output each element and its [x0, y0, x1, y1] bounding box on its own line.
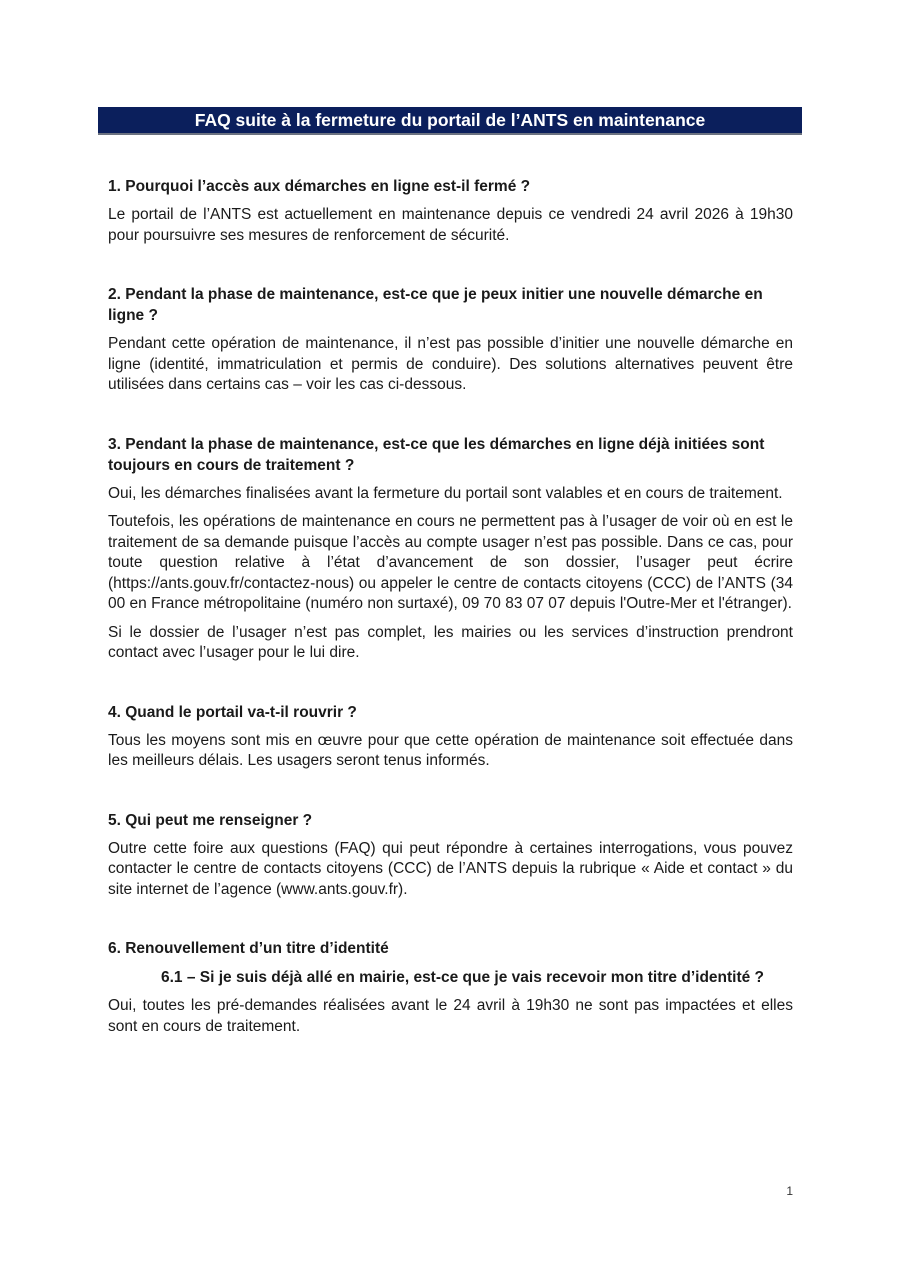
faq-question: 4. Quand le portail va-t-il rouvrir ?: [108, 703, 357, 721]
faq-answer: Si le dossier de l’usager n’est pas complet, les mairies ou les services d’instruction prendront contact avec l’usager pour le lui dire.: [108, 623, 793, 661]
faq-answer: Tous les moyens sont mis en œuvre pour que cette opération de maintenance soit effectuée dans les meilleurs délais. Les usagers seront tenus informés.: [108, 731, 793, 769]
faq-answer: Le portail de l’ANTS est actuellement en maintenance depuis ce vendredi 24 avril 2026 à 19h30 pour poursuivre ses mesures de renforcement de sécurité.: [108, 206, 793, 244]
faq-question: 5. Qui peut me renseigner ?: [108, 811, 313, 829]
faq-answer: Oui, toutes les pré-demandes réalisées avant le 24 avril à 19h30 ne sont pas impactées et elles sont en cours de traitement.: [108, 997, 793, 1035]
faq-subquestion: 6.1 – Si je suis déjà allé en mairie, est-ce que je vais recevoir mon titre d’identité ?: [161, 969, 765, 986]
faq-section-4: [108, 702, 793, 772]
faq-answer: Oui, les démarches finalisées avant la fermeture du portail sont valables et en cours de traitement.: [108, 484, 783, 502]
page-number: 1: [786, 1184, 793, 1198]
faq-question: 6. Renouvellement d’un titre d’identité: [108, 940, 389, 957]
document-title-banner: FAQ suite à la fermeture du portail de l’ANTS en maintenance: [98, 107, 802, 135]
faq-section-2: [108, 284, 793, 396]
faq-question: 2. Pendant la phase de maintenance, est-ce que je peux initier une nouvelle démarche en ligne ?: [108, 286, 763, 324]
faq-question: 1. Pourquoi l’accès aux démarches en ligne est-il fermé ?: [108, 178, 531, 195]
faq-answer: Outre cette foire aux questions (FAQ) qui peut répondre à certaines interrogations, vous pouvez contacter le centre de contacts citoyens (CCC) de l’ANTS depuis la rubrique « Aide et contact » du site internet de l’agence (www.ants.gouv.fr).: [108, 839, 793, 898]
faq-content: [108, 176, 793, 1075]
faq-question: 3. Pendant la phase de maintenance, est-ce que les démarches en ligne déjà initiées sont toujours en cours de traitement ?: [108, 435, 765, 474]
faq-section-6: [108, 938, 793, 1037]
faq-section-1: [108, 176, 793, 246]
faq-section-5: [108, 810, 793, 901]
faq-answer: Pendant cette opération de maintenance, il n’est pas possible d’initier une nouvelle démarche en ligne (identité, immatriculation et permis de conduire). Des solutions alternatives peuvent être utilisées dans certains cas – voir les cas ci-dessous.: [108, 335, 793, 393]
faq-section-3: [108, 434, 793, 664]
faq-answer: Toutefois, les opérations de maintenance en cours ne permettent pas à l’usager de voir où en est le traitement de sa demande puisque l’accès au compte usager n’est pas possible. Dans ce cas, pour toute question relative à l’état d’avancement de son dossier, l’usager peut écrire (https://ants.gouv.fr/contactez-nous) ou appeler le centre de contacts citoyens (CCC) de l’ANTS (34 00 en France métropolitaine (numéro non surtaxé), 09 70 83 07 07 depuis l'Outre-Mer et l'étranger).: [108, 513, 793, 612]
